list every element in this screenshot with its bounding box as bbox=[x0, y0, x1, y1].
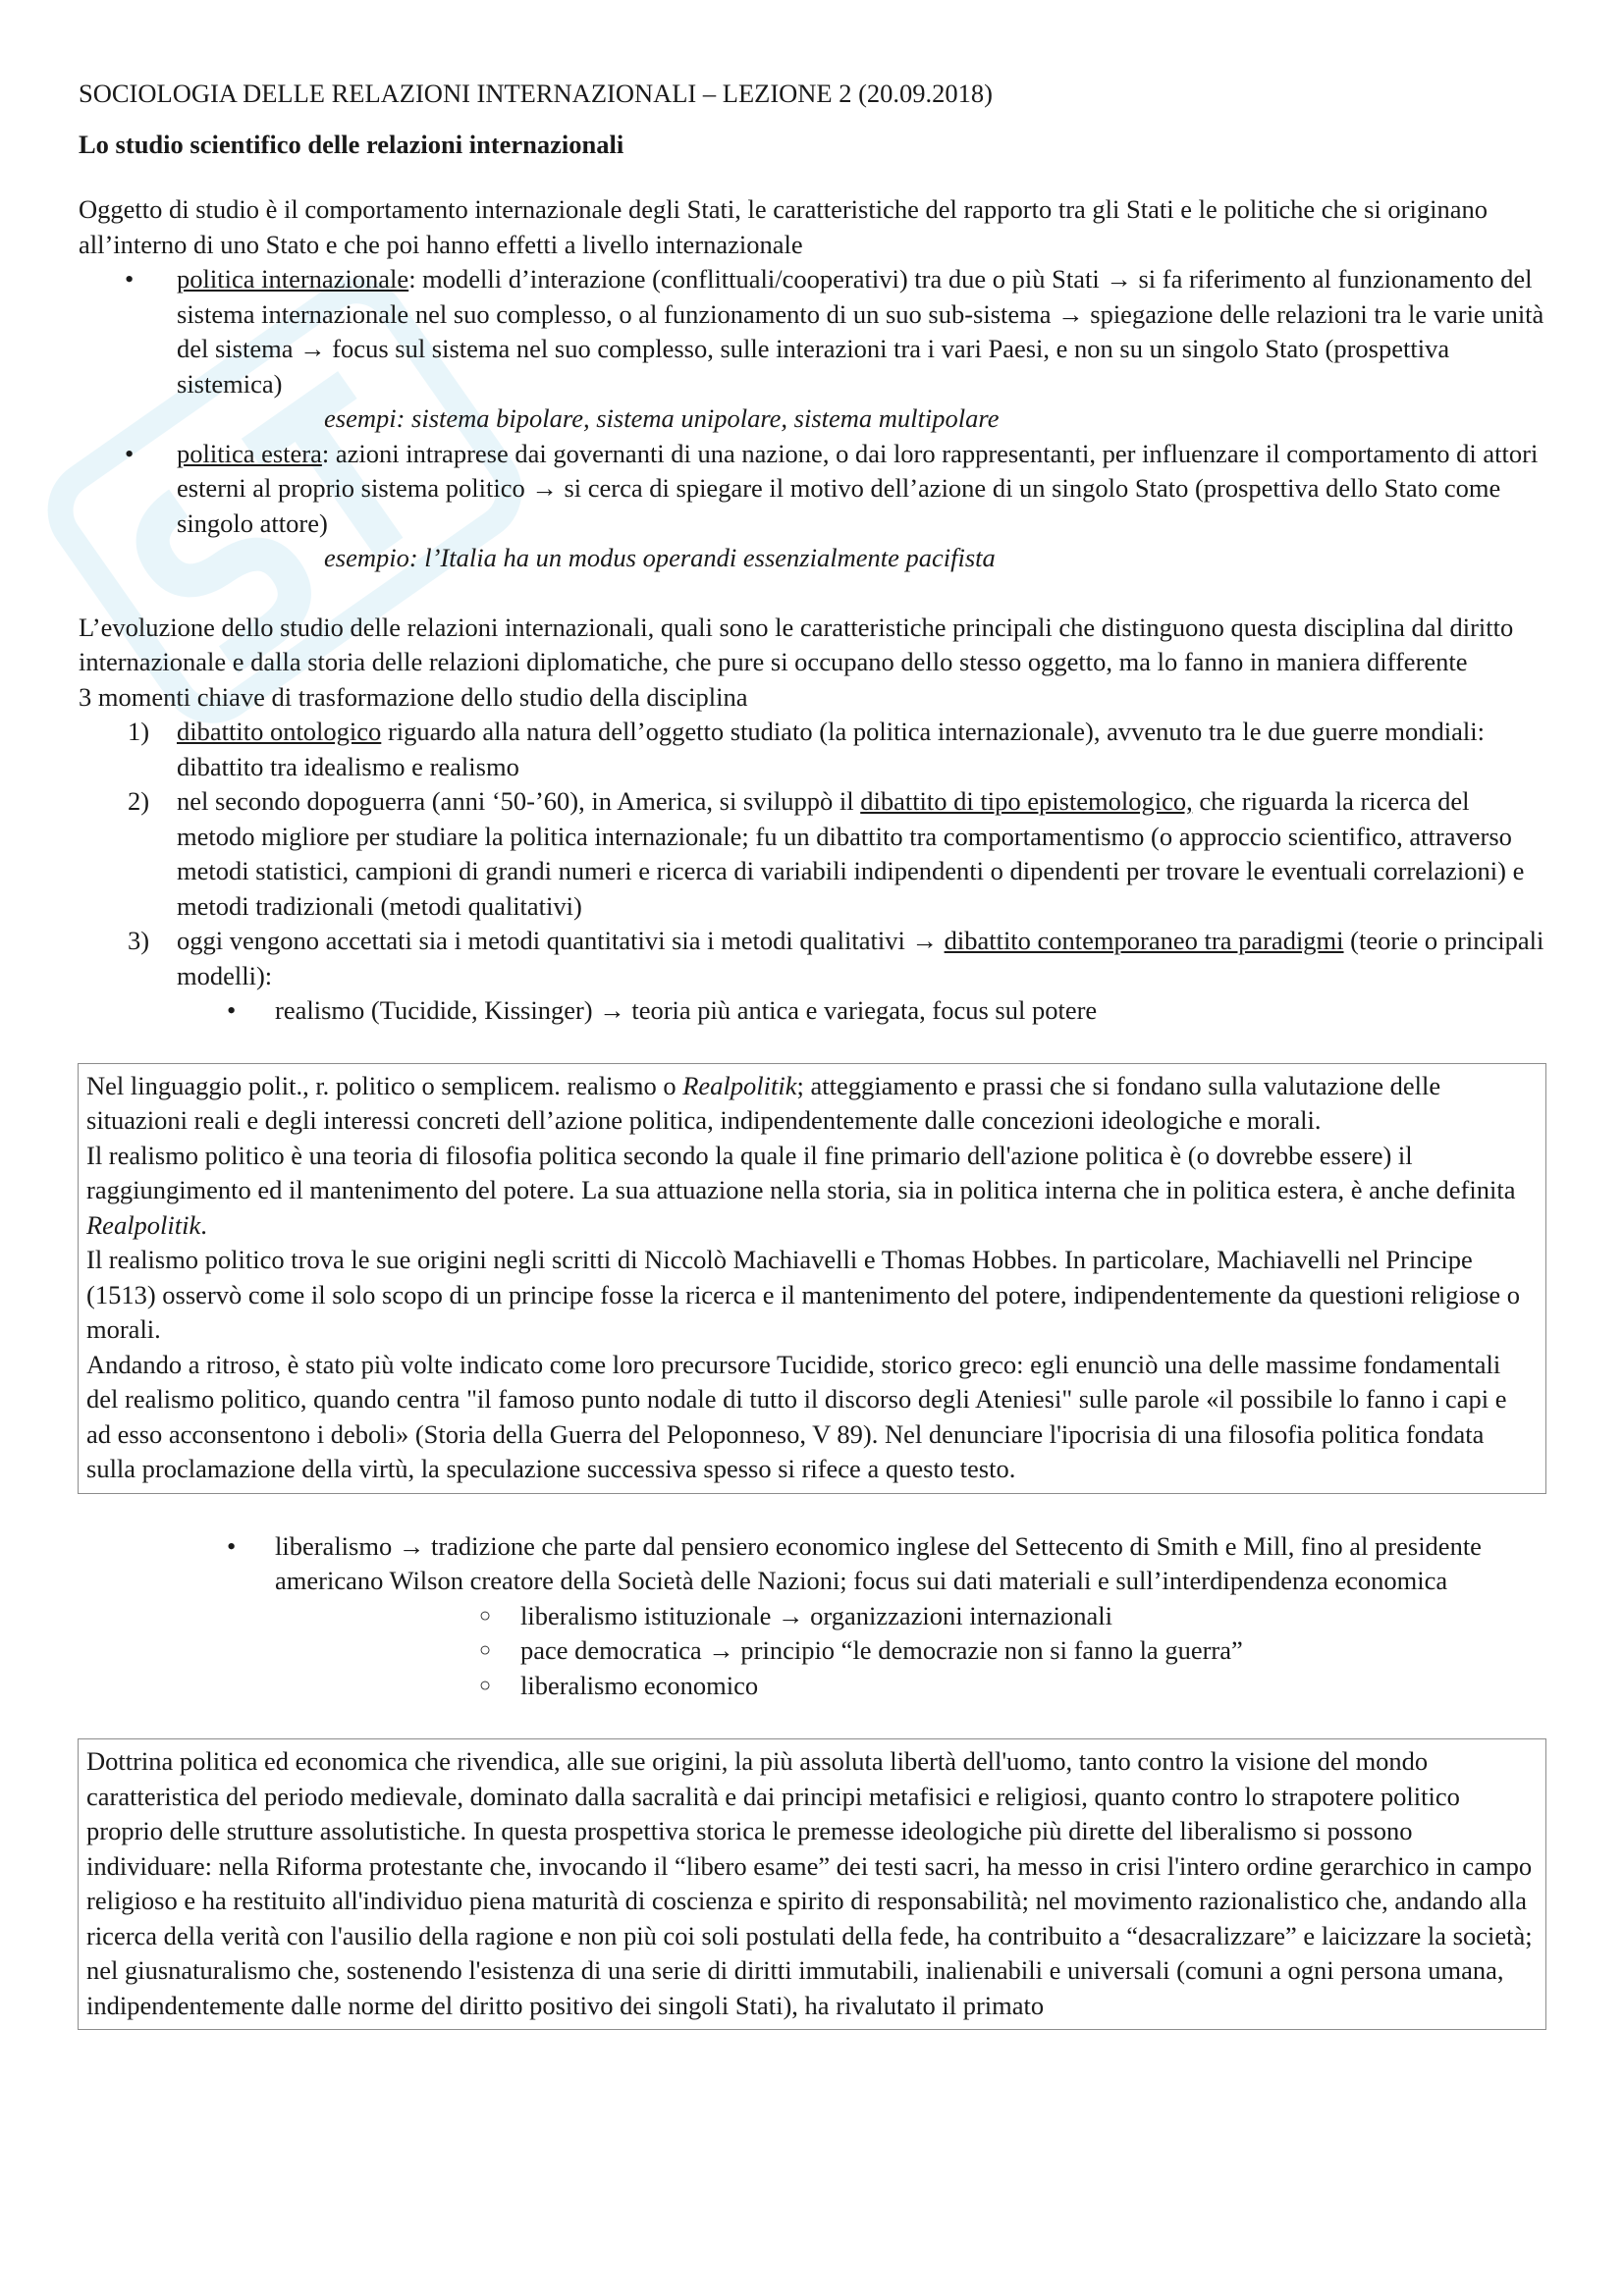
liberalism-quote-box bbox=[78, 1738, 1546, 2030]
realism-quote-box bbox=[78, 1063, 1546, 1494]
moments-intro: 3 momenti chiave di trasformazione dello studio della disciplina bbox=[79, 681, 748, 712]
bullet-marker: • bbox=[125, 264, 135, 294]
term-politica-estera: politica estera bbox=[177, 438, 322, 468]
list-item bbox=[79, 1529, 1551, 1704]
realism-text: realismo (Tucidide, Kissinger) → teoria più antica e variegata, focus sul potere bbox=[275, 995, 1098, 1025]
circle-marker: ○ bbox=[479, 1674, 492, 1696]
moments-list bbox=[79, 715, 1551, 993]
list-item bbox=[79, 784, 1551, 924]
definitions-list bbox=[79, 262, 1551, 576]
item-text: (teorie o principali modelli): bbox=[177, 926, 1544, 990]
quote-paragraph: Il realismo politico è una teoria di filosofia politica secondo la quale il fine primario dell'azione politica è (o dovrebbe essere) il raggiungimento ed il mantenimento del potere. La sua attuazione nella storia, sia in politica interna che in politica estera, è anche definita Realpolitik. bbox=[86, 1140, 1516, 1240]
item-number: 1) bbox=[128, 717, 150, 746]
list-item bbox=[79, 993, 1551, 1029]
intro-paragraph: Oggetto di studio è il comportamento internazionale degli Stati, le caratteristiche del rapporto tra gli Stati e le politiche che si originano all’interno di uno Stato e che poi hanno effetti a livello internazionale bbox=[79, 194, 1488, 259]
item-text: nel secondo dopoguerra (anni ‘50-’60), in America, si sviluppò il bbox=[177, 786, 861, 816]
term-dibattito-epistemologico: dibattito di tipo epistemologico, bbox=[860, 786, 1193, 816]
document-body bbox=[79, 77, 1551, 2030]
example-text: esempi: sistema bipolare, sistema unipolare, sistema multipolare bbox=[324, 403, 1000, 433]
list-item bbox=[79, 437, 1551, 576]
liberalism-list bbox=[79, 1529, 1551, 1704]
bullet-marker: • bbox=[125, 438, 135, 468]
liberalism-sublist bbox=[275, 1599, 1551, 1704]
liberalism-text: liberalismo → tradizione che parte dal pensiero economico inglese del Settecento di Smith e Mill, fino al presidente americano Wilson creatore della Società delle Nazioni; focus sui dati materiali e sull’interdipendenza economica bbox=[275, 1530, 1482, 1595]
quote-paragraph: Dottrina politica ed economica che rivendica, alle sue origini, la più assoluta libertà dell'uomo, tanto contro la visione del mondo caratteristica del periodo medievale, dominato dalla sacralità e dai principi metafisici e religiosi, quanto contro lo strapotere politico proprio delle strutture assolutistiche. In questa prospettiva storica le premesse ideologiche più dirette del liberalismo si possono individuare: nella Riforma protestante che, invocando il “libero esame” dei testi sacri, ha messo in crisi l'intero ordine gerarchico in campo religioso e ha restituito all'individuo piena maturità di coscienza e spirito di responsabilità; nel movimento razionalistico che, andando alla ricerca della verità con l'ausilio della ragione e non più coi soli postulati della fede, ha contribuito a “desacralizzare” e laicizzare la società; nel giusnaturalismo che, sostenendo l'esistenza di una serie di diritti immutabili, inalienabili e universali (comuni a ogni persona umana, indipendentemente dalle norme del diritto positivo dei singoli Stati), ha rivalutato il primato bbox=[86, 1746, 1533, 2020]
circle-marker: ○ bbox=[479, 1604, 492, 1627]
sub-list-item: ○ liberalismo istituzionale → organizzazioni internazionali bbox=[275, 1599, 1551, 1634]
list-item bbox=[79, 924, 1551, 993]
section-title: Lo studio scientifico delle relazioni internazionali bbox=[79, 129, 624, 159]
definition-text: : modelli d’interazione (conflittuali/cooperativi) tra due o più Stati → si fa riferimento al funzionamento del sistema internazionale nel suo complesso, o al funzionamento di un suo sub-sistema → spiegazione delle relazioni tra le varie unità del sistema → focus sul sistema nel suo complesso, sulle interazioni tra i vari Paesi, e non su un singolo Stato (prospettiva sistemica) bbox=[177, 264, 1544, 399]
term-dibattito-contemporaneo: dibattito contemporaneo tra paradigmi bbox=[944, 926, 1344, 955]
item-text: che riguarda la ricerca del metodo migliore per studiare la politica internazionale; fu un dibattito tra comportamentismo (o approccio scientifico, attraverso metodi statistici, campioni di grandi numeri e ricerca di variabili indipendenti o dipendenti per trovare le eventuali correlazioni) e metodi tradizionali (metodi qualitativi) bbox=[177, 786, 1525, 921]
term-dibattito-ontologico: dibattito ontologico bbox=[177, 717, 382, 746]
list-item bbox=[79, 262, 1551, 437]
term-politica-internazionale: politica internazionale bbox=[177, 264, 409, 294]
evolution-paragraph: L’evoluzione dello studio delle relazioni internazionali, quali sono le caratteristiche principali che distinguono questa disciplina dal diritto internazionale e dalla storia delle relazioni diplomatiche, che pure si occupano dello stesso oggetto, ma lo fanno in maniera differente bbox=[79, 612, 1514, 676]
item-number: 3) bbox=[128, 926, 150, 955]
circle-marker: ○ bbox=[479, 1639, 492, 1661]
list-item bbox=[79, 715, 1551, 784]
sub-list-item: ○ pace democratica → principio “le democrazie non si fanno la guerra” bbox=[275, 1633, 1551, 1669]
document-header: SOCIOLOGIA DELLE RELAZIONI INTERNAZIONALI – LEZIONE 2 (20.09.2018) bbox=[79, 79, 994, 108]
item-text: riguardo alla natura dell’oggetto studiato (la politica internazionale), avvenuto tra le due guerre mondiali: dibattito tra idealismo e realismo bbox=[177, 717, 1485, 781]
item-number: 2) bbox=[128, 786, 150, 816]
quote-paragraph: Andando a ritroso, è stato più volte indicato come loro precursore Tucidide, storico greco: egli enunciò una delle massime fondamentali del realismo politico, quando centra "il famoso punto nodale di tutto il discorso degli Ateniesi" sulle parole «il possibile lo fanno i capi e ad esso acconsentono i deboli» (Storia della Guerra del Peloponneso, V 89). Nel denunciare l'ipocrisia di una filosofia politica fondata sulla proclamazione della virtù, la speculazione successiva spesso si rifece a questo testo. bbox=[86, 1349, 1507, 1483]
quote-paragraph: Il realismo politico trova le sue origini negli scritti di Niccolò Machiavelli e Thomas Hobbes. In particolare, Machiavelli nel Principe (1513) osservò come il solo scopo di un principe fosse la ricerca e il mantenimento del potere, indipendentemente da questioni religiose o morali. bbox=[86, 1245, 1521, 1344]
definition-text: : azioni intraprese dai governanti di una nazione, o dai loro rappresentanti, per influenzare il comportamento di attori esterni al proprio sistema politico → si cerca di spiegare il motivo dell’azione di un singolo Stato (prospettiva dello Stato come singolo attore) bbox=[177, 438, 1539, 538]
quote-paragraph: Nel linguaggio polit., r. politico o semplicem. realismo o Realpolitik; atteggiamento e prassi che si fondano sulla valutazione delle situazioni reali e degli interessi concreti dell’azione politica, indipendentemente dalle concezioni ideologiche e morali. bbox=[86, 1070, 1441, 1135]
bullet-marker: • bbox=[227, 1530, 237, 1561]
example-text: esempio: l’Italia ha un modus operandi essenzialmente pacifista bbox=[324, 543, 996, 572]
paradigms-list bbox=[79, 993, 1551, 1029]
item-text: oggi vengono accettati sia i metodi quantitativi sia i metodi qualitativi → bbox=[177, 926, 945, 955]
sub-list-item: ○ liberalismo economico bbox=[275, 1669, 1551, 1704]
bullet-marker: • bbox=[227, 995, 237, 1025]
